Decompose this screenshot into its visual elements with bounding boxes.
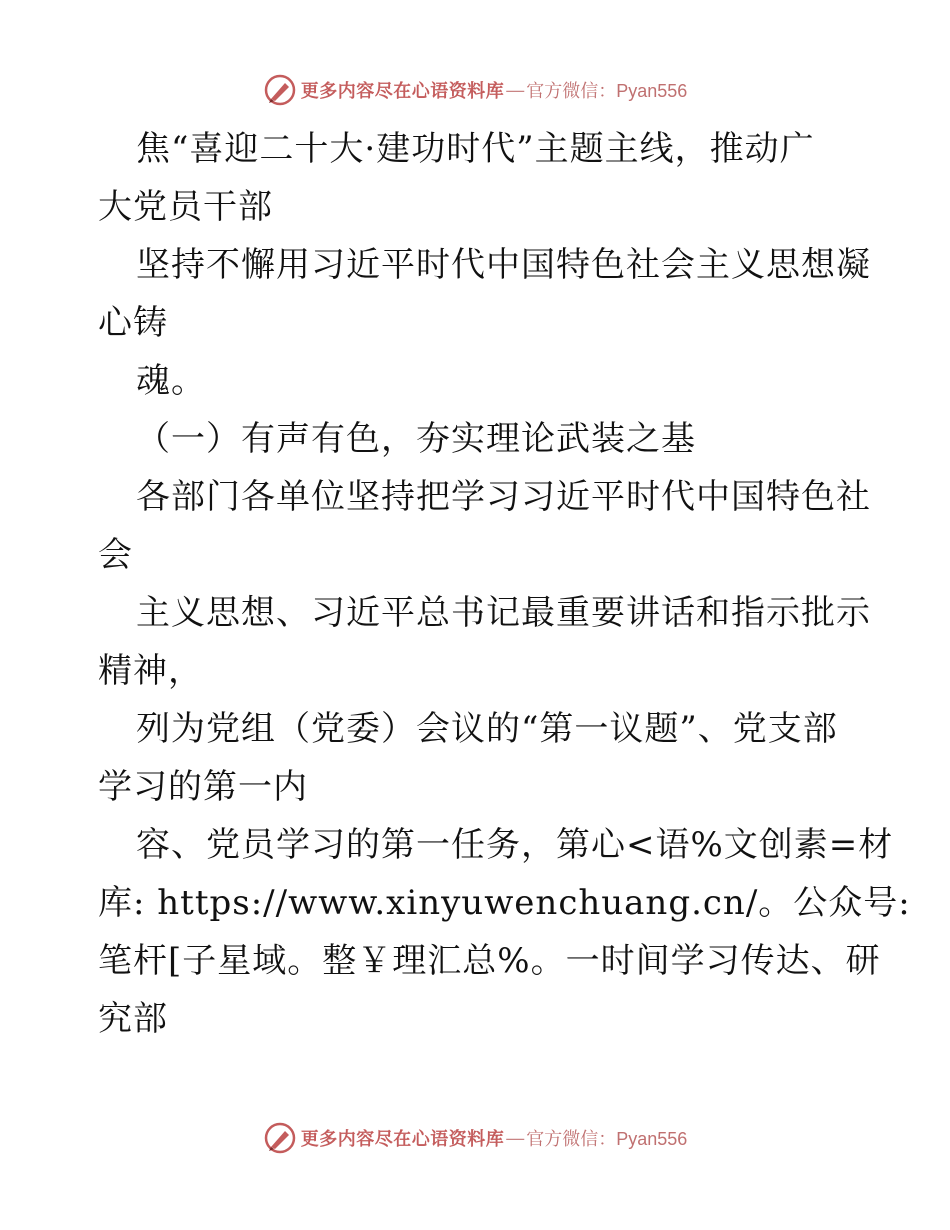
text-line: 列为党组（党委）会议的“第一议题”、党支部 bbox=[136, 709, 838, 749]
text-line: 大党员干部 bbox=[98, 187, 273, 227]
watermark-wechat-text: 官方微信：Pyan556 bbox=[526, 1129, 688, 1149]
document-body bbox=[98, 120, 911, 1048]
text-line: 库: https://www.xinyuwenchuang.cn/。公众号: bbox=[98, 883, 911, 923]
footer-watermark bbox=[0, 1118, 950, 1158]
watermark-separator: — bbox=[506, 79, 525, 100]
text-line: 心铸 bbox=[98, 303, 168, 343]
pen-logo-icon bbox=[263, 1121, 297, 1155]
text-line: 究部 bbox=[98, 999, 168, 1039]
text-line: 魂。 bbox=[136, 361, 206, 401]
text-line: 坚持不懈用习近平时代中国特色社会主义思想凝 bbox=[136, 245, 871, 285]
watermark-wechat-text: 官方微信：Pyan556 bbox=[526, 81, 688, 101]
text-line: 焦“喜迎二十大·建功时代”主题主线，推动广 bbox=[136, 129, 815, 169]
text-line: 各部门各单位坚持把学习习近平时代中国特色社 bbox=[136, 477, 871, 517]
section-heading: （一）有声有色，夯实理论武装之基 bbox=[136, 419, 696, 459]
header-watermark bbox=[0, 70, 950, 110]
watermark-main-text: 更多内容尽在心语资料库 bbox=[300, 81, 505, 101]
text-line: 笔杆[子星域。整￥理汇总%。一时间学习传达、研 bbox=[98, 941, 881, 981]
text-line: 学习的第一内 bbox=[98, 767, 308, 807]
pen-logo-icon bbox=[263, 73, 297, 107]
watermark-separator: — bbox=[506, 1127, 525, 1148]
text-line: 会 bbox=[98, 535, 133, 575]
text-line: 主义思想、习近平总书记最重要讲话和指示批示 bbox=[136, 593, 871, 633]
watermark-main-text: 更多内容尽在心语资料库 bbox=[300, 1129, 505, 1149]
text-line: 容、党员学习的第一任务，第心<语%文创素=材 bbox=[136, 825, 894, 865]
text-line: 精神， bbox=[98, 651, 203, 691]
